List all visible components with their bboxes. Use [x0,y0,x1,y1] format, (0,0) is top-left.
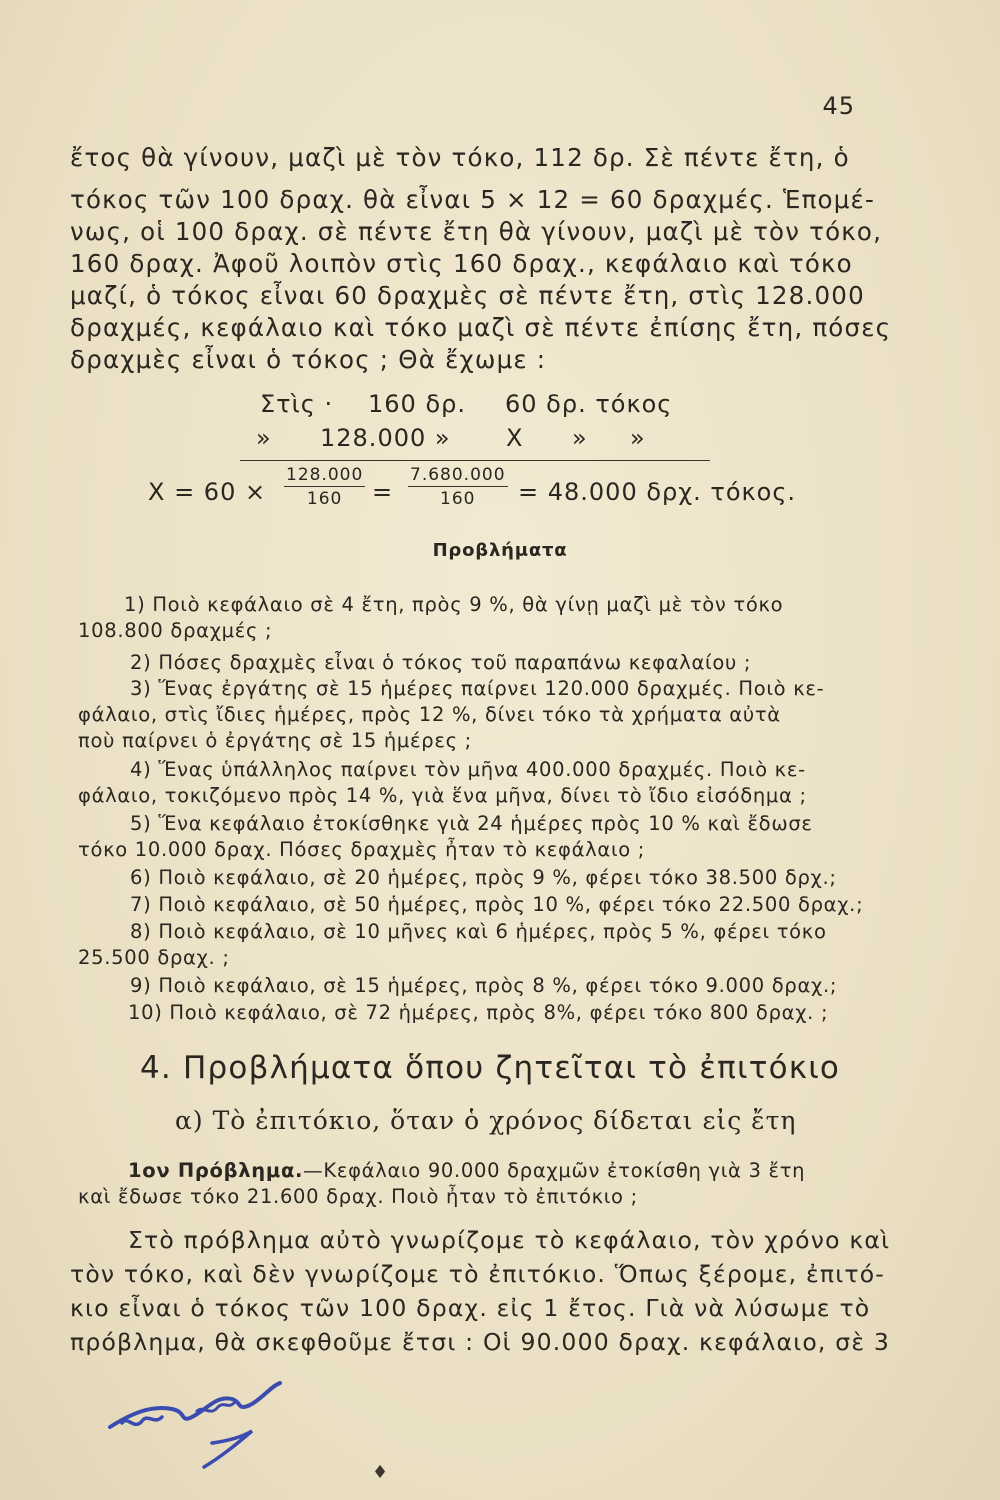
problem-line-2: 108.800 δραχμές ; [78,619,273,642]
formula-result: = 48.000 δρχ. τόκος. [518,478,797,506]
intro-line-4: 160 δραχ. Ἀφοῦ λοιπὸν στὶς 160 δραχ., κεφάλαιο καὶ τόκο [70,249,853,278]
fraction-1-numerator: 128.000 [286,465,364,485]
intro-line-5: μαζί, ὁ τόκος εἶναι 60 δραχμὲς σὲ πέντε ἔτη, στὶς 128.000 [70,281,865,310]
solution-line-4: πρόβλημα, θὰ σκεφθοῦμε ἔτσι : Οἱ 90.000 δραχ. κεφάλαιο, σὲ 3 [70,1328,891,1356]
problem-line-12: 7) Ποιὸ κεφάλαιο, σὲ 50 ἡμέρες, πρὸς 10 %, φέρει τόκο 22.500 δραχ.; [130,893,864,916]
chapter-heading: 4. Προβλήματα ὅπου ζητεῖται τὸ ἐπιτόκιο [140,1050,841,1086]
problems-heading: Προβλήματα [432,540,568,561]
problem-line-15: 9) Ποιὸ κεφάλαιο, σὲ 15 ἡμέρες, πρὸς 8 %, φέρει τόκο 9.000 δραχ.; [130,974,838,997]
proportion-unknown: X [506,424,524,452]
handwritten-signature [92,1365,312,1485]
proportion-ditto-2: » [630,424,646,452]
intro-line-7: δραχμὲς εἶναι ὁ τόκος ; Θὰ ἔχωμε : [70,345,547,374]
problem-line-5: φάλαιο, στὶς ἴδιες ἡμέρες, πρὸς 12 %, δίνει τόκο τὰ χρήματα αὐτὰ [78,703,781,726]
sub-heading: α) Τὸ ἐπιτόκιο, ὅταν ὁ χρόνος δίδεται εἰς ἔτη [175,1106,797,1135]
problem-1-line-1 [128,1158,918,1185]
fraction-1-denominator: 160 [306,489,343,509]
proportion-row-1 [250,390,710,424]
fraction-2-numerator: 7.680.000 [410,465,506,485]
problem-line-11: 6) Ποιὸ κεφάλαιο, σὲ 20 ἡμέρες, πρὸς 9 %, φέρει τόκο 38.500 δρχ.; [130,866,837,889]
solution-line-1: Στὸ πρόβλημα αὐτὸ γνωρίζομε τὸ κεφάλαιο, τὸν χρόνο καὶ [128,1226,891,1254]
intro-line-2: τόκος τῶν 100 δραχ. θὰ εἶναι 5 × 12 = 60 δραχμές. Ἑπομέ- [70,185,876,214]
problem-line-13: 8) Ποιὸ κεφάλαιο, σὲ 10 μῆνες καὶ 6 ἡμέρες, πρὸς 5 %, φέρει τόκο [130,920,827,943]
problem-line-3: 2) Πόσες δραχμὲς εἶναι ὁ τόκος τοῦ παραπάνω κεφαλαίου ; [130,651,752,674]
proportion-interest-1: 60 δρ. τόκος [505,390,673,418]
formula-equals: = [372,478,394,506]
proportion-label-2: » [256,424,272,452]
intro-line-6: δραχμές, κεφάλαιο καὶ τόκο μαζὶ σὲ πέντε ἐπίσης ἔτη, πόσες [70,313,892,342]
problem-1-line-2: καὶ ἔδωσε τόκο 21.600 δραχ. Ποιὸ ἦταν τὸ ἐπιτόκιο ; [78,1185,638,1208]
proportion-amount-2: 128.000 » [320,424,451,452]
intro-line-1: ἔτος θὰ γίνουν, μαζὶ μὲ τὸν τόκο, 112 δρ. Σὲ πέντε ἔτη, ὁ [70,143,850,172]
fraction-1 [284,464,365,511]
problem-line-16: 10) Ποιὸ κεφάλαιο, σὲ 72 ἡμέρες, πρὸς 8%, φέρει τόκο 800 δραχ. ; [128,1001,829,1024]
intro-line-3: νως, οἱ 100 δραχ. σὲ πέντε ἔτη θὰ γίνουν, μαζὶ μὲ τὸν τόκο, [70,217,883,246]
fraction-2-denominator: 160 [440,489,476,509]
problem-line-1: 1) Ποιὸ κεφάλαιο σὲ 4 ἔτη, πρὸς 9 %, θὰ γίνῃ μαζὶ μὲ τὸν τόκο [124,593,784,616]
proportion-ditto-1: » [572,424,588,452]
problem-line-10: τόκο 10.000 δραχ. Πόσες δραχμὲς ἦταν τὸ κεφάλαιο ; [78,838,646,861]
proportion-label-1: Στὶς · [260,390,334,418]
solution-line-3: κιο εἶναι ὁ τόκος τῶν 100 δραχ. εἰς 1 ἔτος. Γιὰ νὰ λύσωμε τὸ [70,1294,871,1322]
proportion-divider [240,460,710,461]
proportion-amount-1: 160 δρ. [368,390,466,418]
problem-line-14: 25.500 δραχ. ; [78,946,230,969]
proportion-table [250,390,710,458]
ink-spot-icon: ♦ [372,1462,389,1483]
proportion-row-2 [250,424,710,458]
fraction-2 [408,464,508,511]
problem-line-9: 5) Ἕνα κεφάλαιο ἐτοκίσθηκε γιὰ 24 ἡμέρες πρὸς 10 % καὶ ἔδωσε [130,812,813,835]
formula-lhs: X = 60 × [148,478,267,506]
problem-line-4: 3) Ἕνας ἐργάτης σὲ 15 ἡμέρες παίρνει 120.000 δραχμές. Ποιὸ κε- [130,677,825,700]
problem-line-7: 4) Ἕνας ὑπάλληλος παίρνει τὸν μῆνα 400.000 δραχμές. Ποιὸ κε- [130,758,806,781]
solution-line-2: τὸν τόκο, καὶ δὲν γνωρίζομε τὸ ἐπιτόκιο. Ὅπως ξέρομε, ἐπιτό- [70,1260,885,1288]
page-number: 45 [822,92,855,120]
formula [140,462,840,532]
problem-line-8: φάλαιο, τοκιζόμενο πρὸς 14 %, γιὰ ἕνα μῆνα, δίνει τὸ ἴδιο εἰσόδημα ; [78,784,807,807]
problem-line-6: ποὺ παίρνει ὁ ἐργάτης σὲ 15 ἡμέρες ; [78,729,472,752]
problem-1-text: —Κεφάλαιο 90.000 δραχμῶν ἐτοκίσθη γιὰ 3 ἔτη [303,1159,806,1182]
problem-1-lead: 1ον Πρόβλημα. [128,1159,304,1182]
